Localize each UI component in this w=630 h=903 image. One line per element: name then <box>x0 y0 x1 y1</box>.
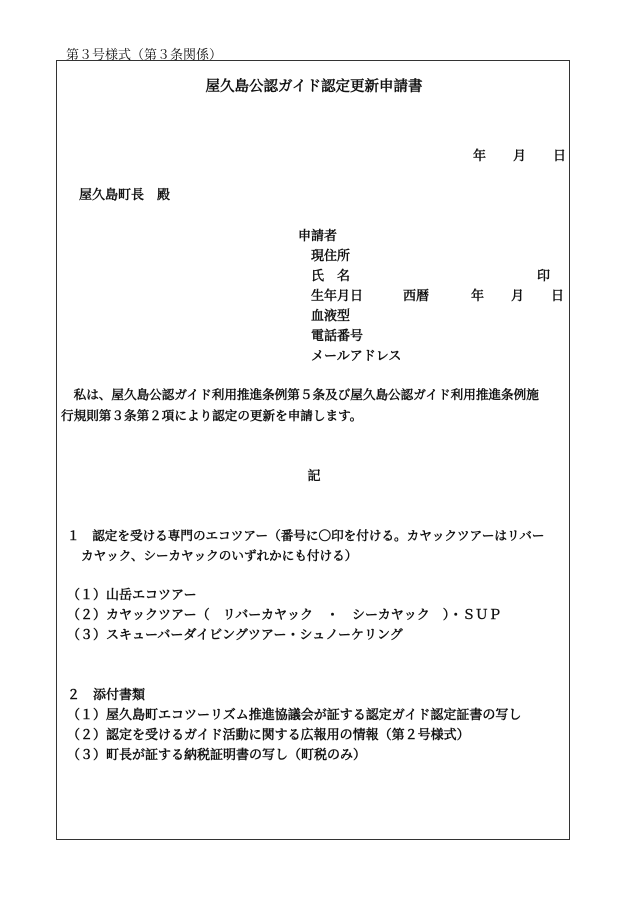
body-line-1: 私は、屋久島公認ガイド利用推進条例第５条及び屋久島公認ガイド利用推進条例施 <box>61 387 539 402</box>
birth-era: 西暦 <box>403 289 430 304</box>
form-frame <box>56 60 570 840</box>
seal-mark: 印 <box>537 269 551 284</box>
ki-heading: 記 <box>307 469 321 484</box>
section1-item: （３）スキューバーダイビングツアー・シュノーケリング <box>67 628 403 643</box>
email-label: メールアドレス <box>311 349 402 364</box>
section1-heading-line-1: １ 認定を受ける専門のエコツアー（番号に〇印を付ける。カヤックツアーはリバー <box>67 528 545 543</box>
birth-month: 月 <box>511 289 525 304</box>
applicant-heading: 申請者 <box>298 229 338 244</box>
section1-item: （２）カヤックツアー（ リバーカヤック ・ シーカヤック ）・ＳＵＰ <box>67 608 502 623</box>
body-line-2: 行規則第３条第２項により認定の更新を申請します。 <box>61 408 363 423</box>
section2-item: （２）認定を受けるガイド活動に関する広報用の情報（第２号様式） <box>67 728 470 743</box>
addressee: 屋久島町長 殿 <box>79 188 171 203</box>
section2-item: （１）屋久島町エコツーリズム推進協議会が証する認定ガイド認定証書の写し <box>67 708 522 723</box>
date-day: 日 <box>553 149 567 164</box>
section2-item: （３）町長が証する納税証明書の写し（町税のみ） <box>67 748 367 763</box>
date-month: 月 <box>513 149 527 164</box>
section1-item: （１）山岳エコツアー <box>67 588 197 603</box>
address-label: 現住所 <box>311 249 351 264</box>
date-year: 年 <box>473 149 487 164</box>
birthdate-label: 生年月日 <box>311 289 364 304</box>
birth-year: 年 <box>471 289 485 304</box>
form-number: 第３号様式（第３条関係） <box>66 48 223 63</box>
birth-day: 日 <box>551 289 565 304</box>
form-title: 屋久島公認ガイド認定更新申請書 <box>205 79 423 95</box>
section1-heading-line-2: カヤック、シーカヤックのいずれかにも付ける） <box>81 548 358 563</box>
blood-type-label: 血液型 <box>311 309 351 324</box>
phone-label: 電話番号 <box>311 329 364 344</box>
section2-heading: ２ 添付書類 <box>67 688 146 703</box>
name-label: 氏 名 <box>311 269 351 284</box>
